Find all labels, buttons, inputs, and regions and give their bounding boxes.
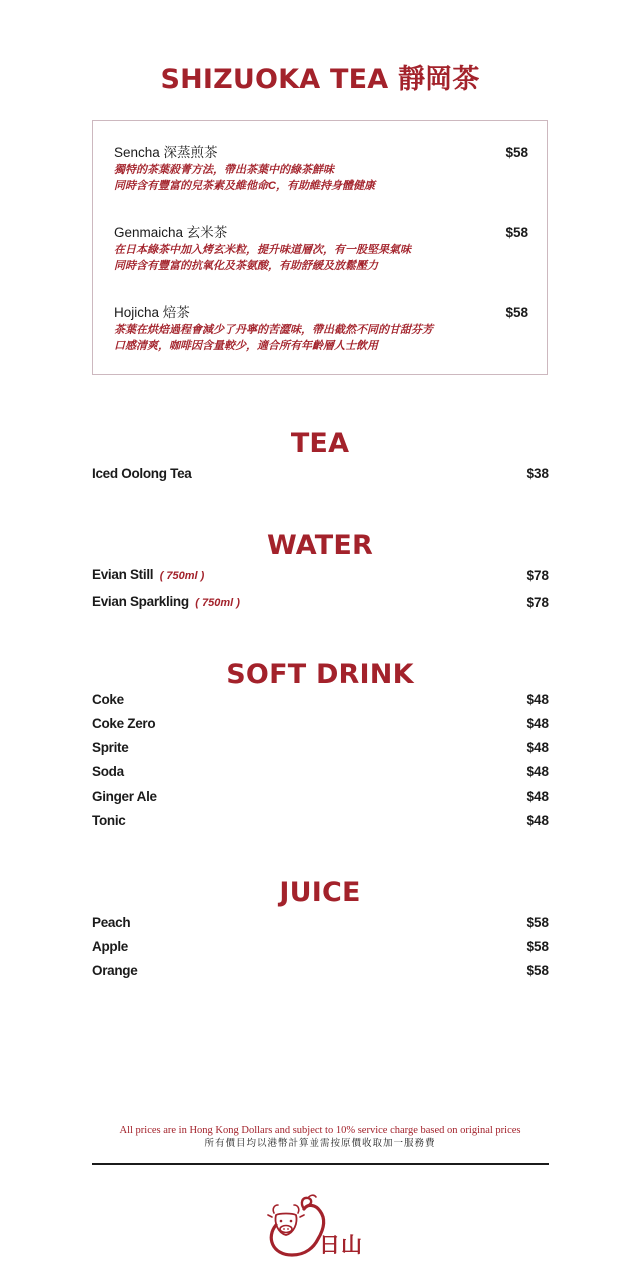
- item-name: Soda: [92, 763, 124, 779]
- item-name: Sprite: [92, 739, 129, 755]
- shizuoka-tea-box: [92, 120, 548, 375]
- item-name: Tonic: [92, 812, 126, 828]
- item-price: $38: [526, 465, 549, 481]
- item-price: $48: [526, 788, 549, 804]
- description-line: 獨特的茶葉殺菁方法，帶出茶葉中的綠茶鮮味: [114, 164, 334, 176]
- price-note-english: All prices are in Hong Kong Dollars and subject to 10% service charge based on original prices: [119, 1125, 521, 1136]
- menu-item-orange: [92, 960, 549, 980]
- item-description: [114, 242, 528, 274]
- item-size: ( 750ml ): [195, 597, 240, 609]
- menu-item-coke: [92, 689, 549, 709]
- item-name: Evian Sparkling: [92, 594, 189, 609]
- item-price: $48: [526, 812, 549, 828]
- page-title: SHIZUOKA TEA 靜岡茶: [160, 64, 480, 95]
- menu-item-sencha: [114, 141, 528, 194]
- item-name: Iced Oolong Tea: [92, 465, 192, 481]
- item-name: Coke Zero: [92, 715, 156, 731]
- menu-item-ginger-ale: [92, 786, 549, 806]
- item-price: $48: [526, 763, 549, 779]
- menu-item-iced-oolong-tea: [92, 463, 549, 483]
- section-title-water: WATER: [266, 530, 374, 561]
- description-line: 在日本綠茶中加入烤玄米粒，提升味道層次，有一股堅果氣味: [114, 244, 411, 256]
- item-price: $58: [526, 938, 549, 954]
- logo-text: 日山: [319, 1233, 363, 1257]
- menu-item-peach: [92, 912, 549, 932]
- item-size: ( 750ml ): [159, 570, 205, 582]
- item-name: Coke: [92, 691, 124, 707]
- section-title-soft-drink: SOFT DRINK: [226, 659, 414, 690]
- description-line: 同時含有豐富的兒茶素及維他命C，有助維持身體健康: [114, 180, 375, 192]
- item-price: $78: [526, 594, 549, 610]
- item-name: Apple: [92, 938, 129, 954]
- item-price: $58: [526, 962, 549, 978]
- description-line: 口感清爽，咖啡因含量較少，適合所有年齡層人士飲用: [114, 340, 378, 352]
- item-price: $48: [526, 739, 549, 755]
- item-price: $48: [526, 691, 549, 707]
- menu-item-tonic: [92, 810, 549, 830]
- item-name: Sencha 深蒸煎茶: [114, 145, 218, 160]
- restaurant-logo: [262, 1193, 380, 1261]
- item-name: Peach: [92, 914, 131, 930]
- item-name: Genmaicha 玄米茶: [114, 225, 228, 240]
- item-description: [114, 322, 528, 354]
- item-description: [114, 162, 528, 194]
- item-name: Ginger Ale: [92, 788, 157, 804]
- footer-divider: [92, 1163, 549, 1165]
- item-price: $48: [526, 715, 549, 731]
- menu-item-apple: [92, 936, 549, 956]
- item-price: $78: [526, 567, 549, 583]
- description-line: 同時含有豐富的抗氧化及茶氨酸，有助舒緩及放鬆壓力: [114, 260, 378, 272]
- menu-item-soda: [92, 761, 549, 781]
- section-title-tea: TEA: [290, 428, 350, 459]
- menu-item-evian-sparkling: [92, 592, 549, 612]
- menu-item-hojicha: [114, 301, 528, 354]
- menu-item-sprite: [92, 737, 549, 757]
- item-price: $58: [505, 145, 528, 160]
- item-price: $58: [526, 914, 549, 930]
- item-name: Evian Still: [92, 567, 154, 582]
- menu-item-genmaicha: [114, 221, 528, 274]
- price-note-chinese: 所有價目均以港幣計算並需按原價收取加一服務費: [204, 1138, 436, 1149]
- section-title-juice: JUICE: [279, 877, 361, 908]
- item-name: Orange: [92, 962, 138, 978]
- menu-item-coke-zero: [92, 713, 549, 733]
- item-price: $58: [505, 305, 528, 320]
- item-price: $58: [505, 225, 528, 240]
- description-line: 茶葉在烘焙過程會減少了丹寧的苦澀味，帶出截然不同的甘甜芬芳: [114, 324, 433, 336]
- item-name: Hojicha 焙茶: [114, 305, 190, 320]
- menu-item-evian-still: [92, 565, 549, 585]
